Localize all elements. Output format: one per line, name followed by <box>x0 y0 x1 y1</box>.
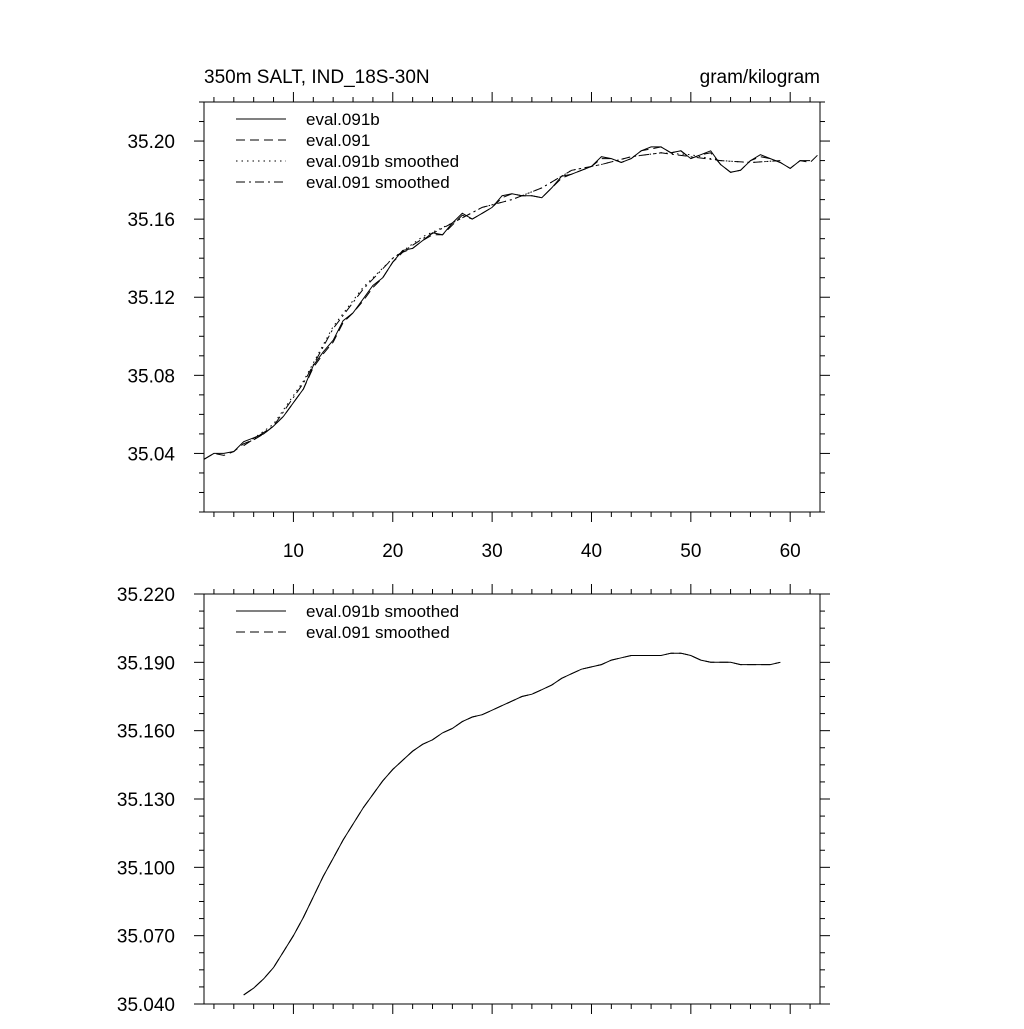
y-tick-label: 35.20 <box>127 132 175 154</box>
series-line-2 <box>244 653 781 995</box>
x-tick-label: 30 <box>481 541 503 562</box>
plot-frame <box>204 102 820 512</box>
y-tick-label: 35.040 <box>116 995 175 1016</box>
top-panel <box>127 67 830 562</box>
y-tick-label: 35.12 <box>127 288 175 310</box>
legend-label: eval.091 smoothed <box>306 173 450 192</box>
legend-label: eval.091 <box>306 131 371 150</box>
plot-frame <box>204 594 820 1004</box>
legend-label: eval.091b smoothed <box>306 602 460 621</box>
chart-title: 350m SALT, IND_18S-30N <box>204 67 430 88</box>
y-tick-label: 35.220 <box>116 585 175 606</box>
legend-label: eval.091 smoothed <box>306 623 450 642</box>
x-tick-label: 40 <box>580 541 603 562</box>
units-label: gram/kilogram <box>699 67 820 88</box>
series-line-3 <box>244 153 781 446</box>
x-tick-label: 50 <box>680 541 702 562</box>
legend-label: eval.091b smoothed <box>306 152 460 171</box>
y-tick-label: 35.08 <box>127 366 175 388</box>
y-tick-label: 35.160 <box>116 721 175 743</box>
legend-label: eval.091b <box>306 110 380 129</box>
bottom-panel <box>117 584 830 1016</box>
x-tick-label: 60 <box>779 541 801 562</box>
y-tick-label: 35.16 <box>127 210 175 232</box>
series-line-4 <box>244 153 781 446</box>
y-tick-label: 35.04 <box>127 444 175 466</box>
y-tick-label: 35.190 <box>116 653 175 675</box>
y-tick-label: 35.130 <box>116 790 175 811</box>
series-line-2 <box>204 147 820 459</box>
series-line-1 <box>244 653 781 995</box>
y-tick-label: 35.070 <box>116 926 175 948</box>
y-tick-label: 35.100 <box>116 858 175 880</box>
x-tick-label: 20 <box>382 541 404 562</box>
x-tick-label: 10 <box>282 541 304 562</box>
series-line-1 <box>204 147 810 459</box>
